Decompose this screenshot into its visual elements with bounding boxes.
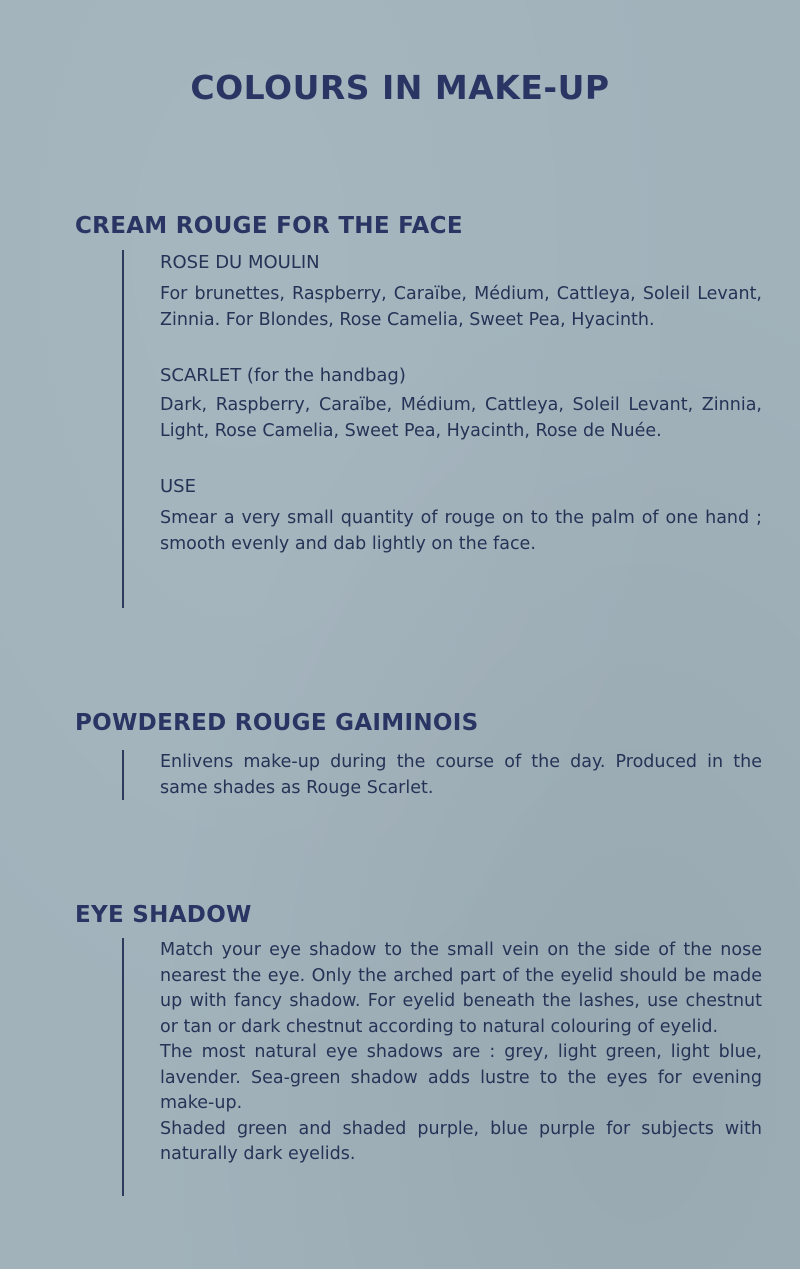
eye-shadow-text-1: Match your eye shadow to the small vein on the side of the nose nearest the eye. Only the arched part of the eyelid should be made up with fancy shadow. For eyelid beneath the lashes, use chestnut or tan or dark chestnut according to natural colouring of eyelid. — [160, 940, 762, 1037]
cream-rouge-heading: CREAM ROUGE FOR THE FACE — [75, 213, 463, 239]
powdered-rouge-block — [122, 750, 762, 800]
page-title: COLOURS IN MAKE-UP — [190, 68, 610, 107]
eye-shadow-text-3: Shaded green and shaded purple, blue purple for subjects with naturally dark eyelids. — [160, 1118, 762, 1164]
scarlet-label: SCARLET (for the handbag) — [160, 365, 406, 386]
rose-du-moulin-text: For brunettes, Raspberry, Caraïbe, Médium, Cattleya, Soleil Levant, Zinnia. For Blondes, Rose Camelia, Sweet Pea, Hyacinth. — [160, 284, 762, 330]
powdered-rouge-heading: POWDERED ROUGE GAIMINOIS — [75, 710, 479, 736]
eye-shadow-heading: EYE SHADOW — [75, 902, 252, 928]
rose-du-moulin-label: ROSE DU MOULIN — [160, 252, 320, 273]
cream-rouge-block — [122, 250, 762, 608]
eye-shadow-text-2: The most natural eye shadows are : grey, light green, light blue, lavender. Sea-green shadow adds lustre to the eyes for evening make-up. — [160, 1042, 762, 1113]
use-text: Smear a very small quantity of rouge on to the palm of one hand ; smooth evenly and dab lightly on the face. — [160, 508, 762, 554]
powdered-rouge-text: Enlivens make-up during the course of the day. Produced in the same shades as Rouge Scarlet. — [160, 752, 762, 798]
use-label: USE — [160, 476, 196, 497]
scarlet-text: Dark, Raspberry, Caraïbe, Médium, Cattleya, Soleil Levant, Zinnia, Light, Rose Camelia, Sweet Pea, Hyacinth, Rose de Nuée. — [160, 395, 762, 441]
eye-shadow-block — [122, 938, 762, 1196]
